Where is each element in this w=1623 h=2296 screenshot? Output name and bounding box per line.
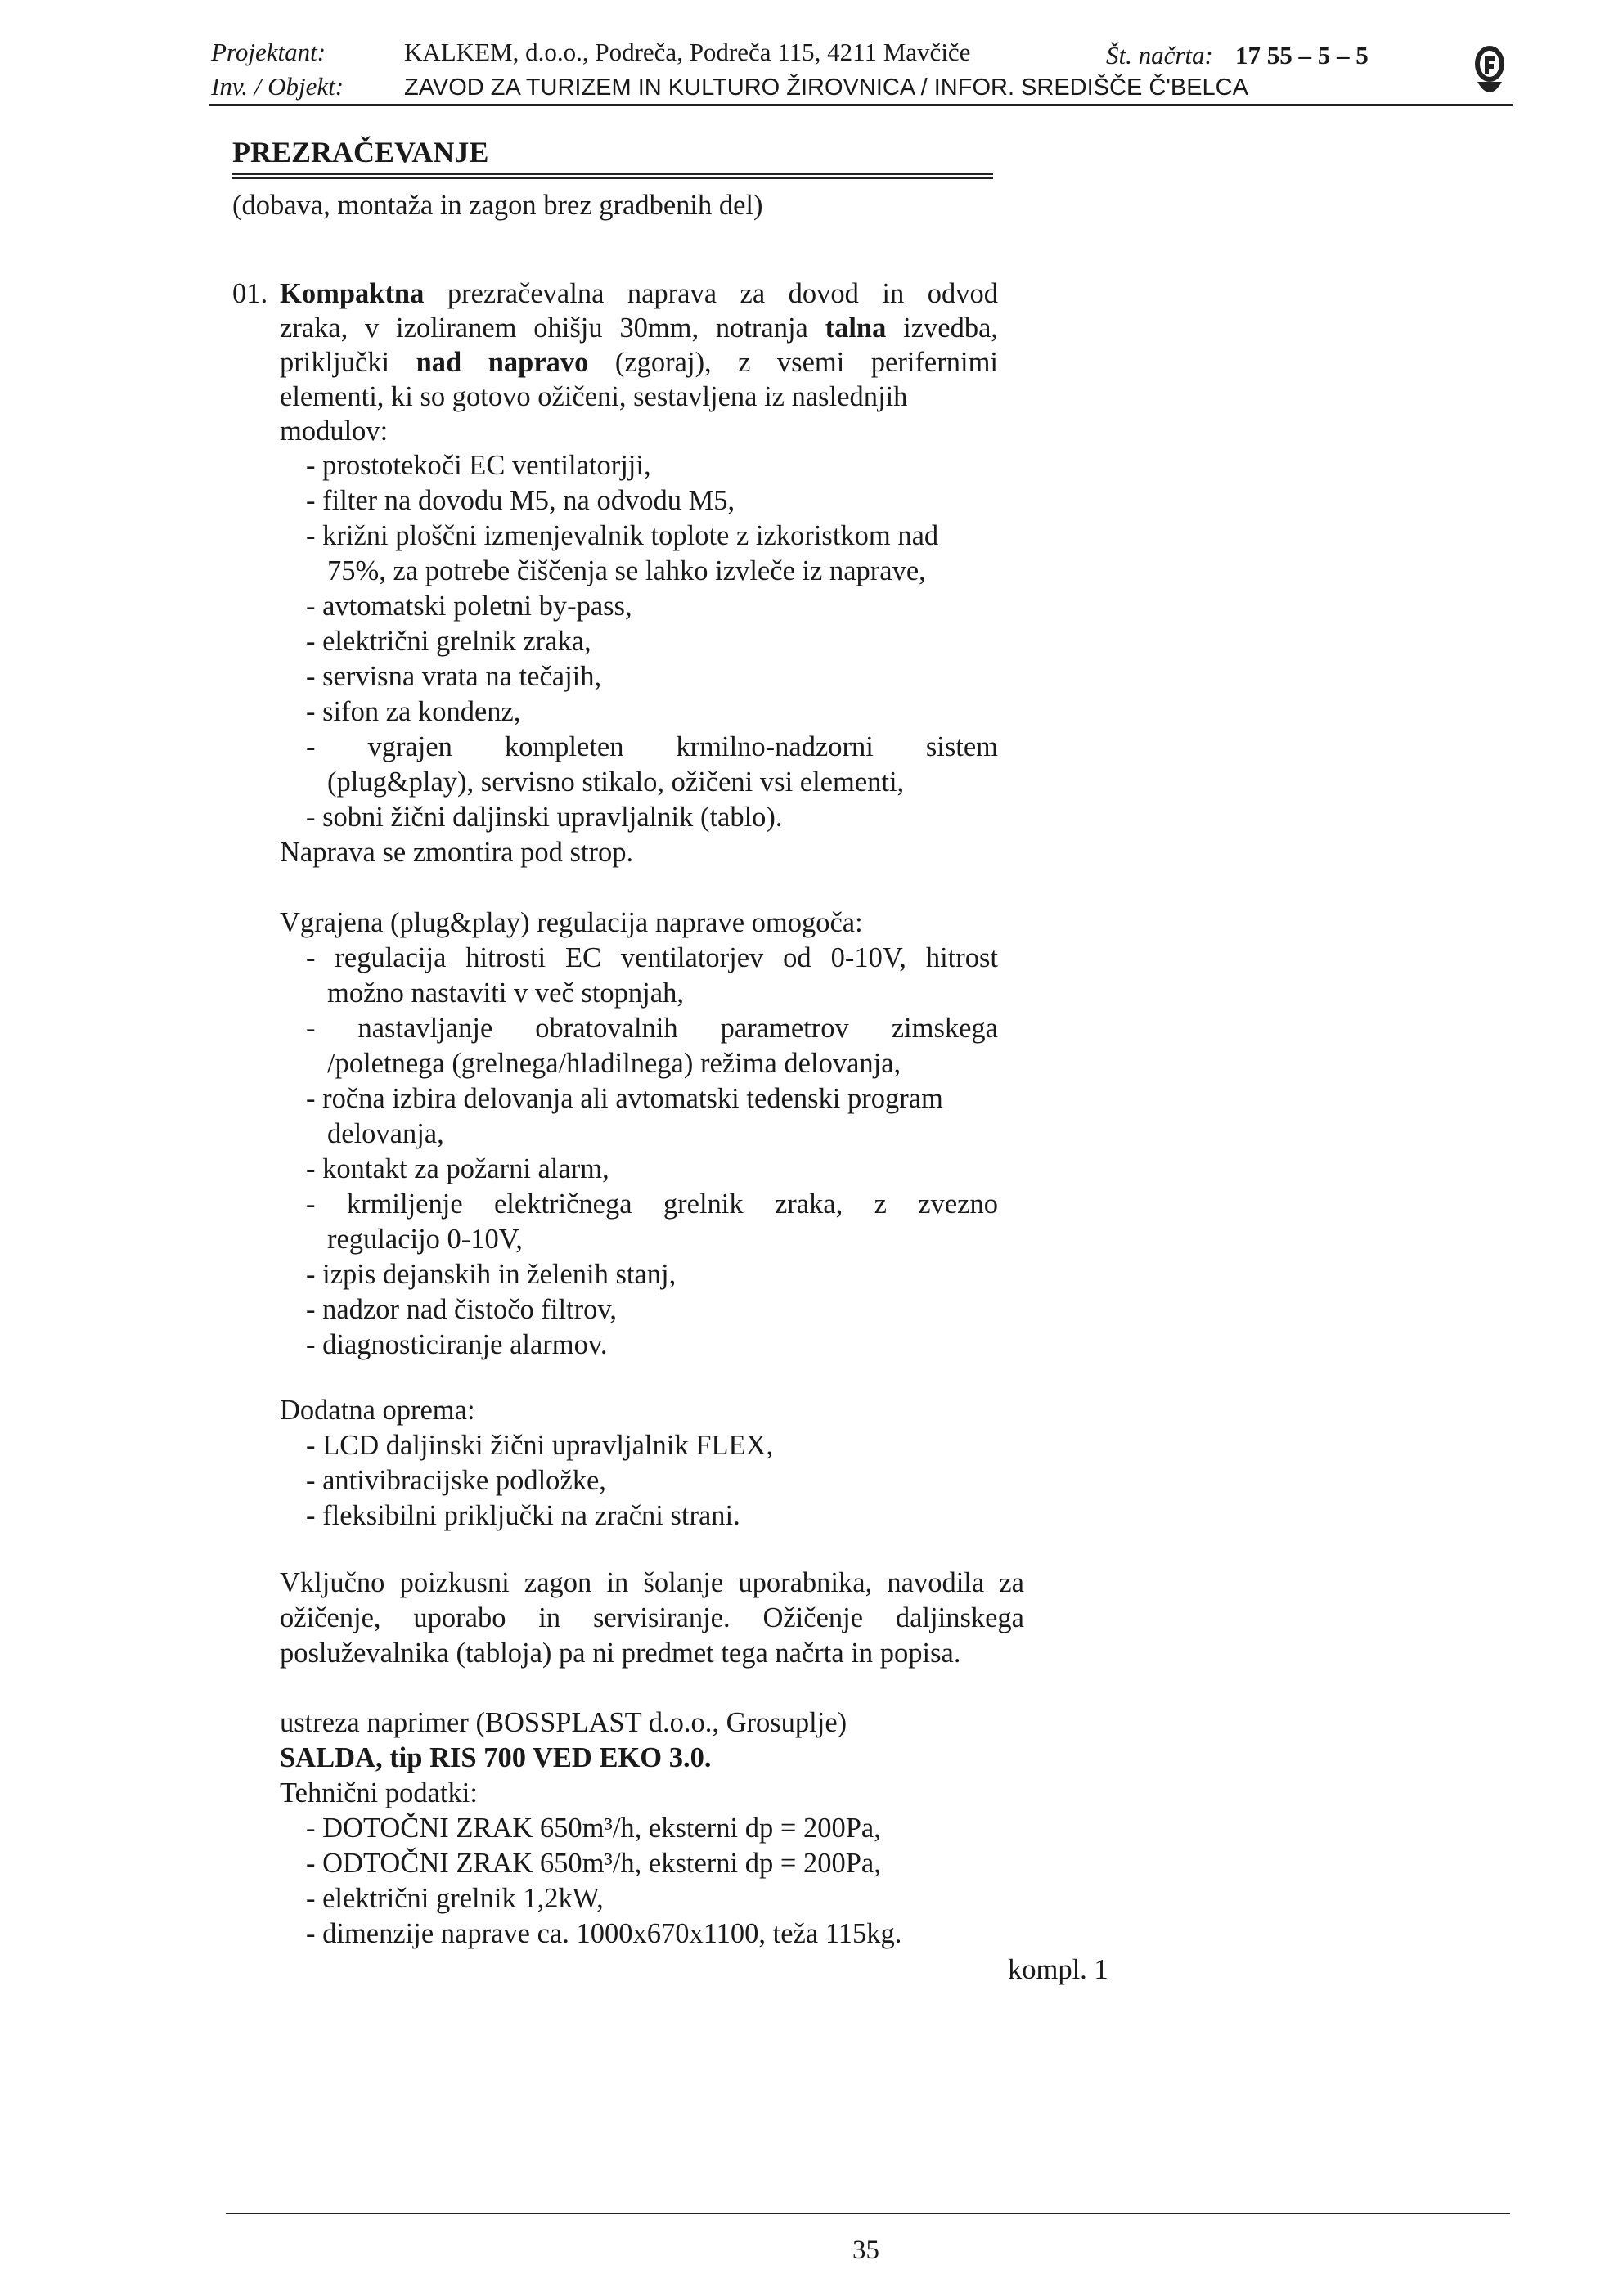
model-name: SALDA, tip RIS 700 VED EKO 3.0. bbox=[280, 1742, 712, 1773]
list-item: - LCD daljinski žični upravljalnik FLEX, bbox=[306, 1430, 774, 1461]
title-underline-2 bbox=[232, 177, 993, 179]
list-item: - nastavljanje obratovalnih parametrov zimskega bbox=[306, 1013, 998, 1044]
quantity: kompl. 1 bbox=[1008, 1954, 1108, 1985]
regulation-intro: Vgrajena (plug&play) regulacija naprave omogoča: bbox=[280, 907, 863, 938]
item-number: 01. bbox=[232, 278, 268, 309]
list-item: - regulacija hitrosti EC ventilatorjev od 0-10V, hitrost bbox=[306, 942, 998, 973]
list-item-continuation: /poletnega (grelnega/hladilnega) režima delovanja, bbox=[327, 1048, 901, 1079]
list-item-continuation: (plug&play), servisno stikalo, ožičeni vsi elementi, bbox=[327, 766, 905, 798]
list-item: - diagnosticiranje alarmov. bbox=[306, 1329, 608, 1360]
section-title: PREZRAČEVANJE bbox=[232, 136, 489, 168]
objekt-label: Inv. / Objekt: bbox=[211, 72, 344, 101]
list-item: - filter na dovodu M5, na odvodu M5, bbox=[306, 485, 735, 516]
list-item: - kontakt za požarni alarm, bbox=[306, 1153, 609, 1184]
list-item: - ODTOČNI ZRAK 650m³/h, eksterni dp = 200Pa, bbox=[306, 1848, 881, 1879]
extra-intro: Dodatna oprema: bbox=[280, 1395, 475, 1426]
company-logo-icon bbox=[1472, 39, 1507, 110]
intro-line-2: zraka, v izoliranem ohišju 30mm, notranja talna izvedba, bbox=[280, 312, 999, 344]
drawing-number-value: 17 55 – 5 – 5 bbox=[1235, 41, 1369, 70]
intro-line-3: priključki nad napravo (zgoraj), z vsemi perifernimi bbox=[280, 347, 998, 378]
list-item-continuation: 75%, za potrebe čiščenja se lahko izvleče iz naprave, bbox=[327, 555, 926, 586]
intro-line-5: modulov: bbox=[280, 416, 389, 447]
list-item: - električni grelnik zraka, bbox=[306, 626, 591, 657]
list-item: - dimenzije naprave ca. 1000x670x1100, teža 115kg. bbox=[306, 1918, 902, 1949]
tech-intro: Tehnični podatki: bbox=[280, 1777, 478, 1808]
example-line: ustreza naprimer (BOSSPLAST d.o.o., Grosuplje) bbox=[280, 1707, 847, 1738]
list-item: - DOTOČNI ZRAK 650m³/h, eksterni dp = 200Pa, bbox=[306, 1813, 881, 1844]
list-item-continuation: delovanja, bbox=[327, 1118, 444, 1149]
list-item: - vgrajen kompleten krmilno-nadzorni sistem bbox=[306, 731, 998, 762]
header-divider bbox=[209, 104, 1513, 106]
list-item: - električni grelnik 1,2kW, bbox=[306, 1883, 604, 1914]
projektant-value: KALKEM, d.o.o., Podreča, Podreča 115, 4211 Mavčiče bbox=[404, 38, 971, 66]
list-item: - fleksibilni priključki na zračni strani. bbox=[306, 1500, 740, 1531]
objekt-value: ZAVOD ZA TURIZEM IN KULTURO ŽIROVNICA / INFOR. SREDIŠČE Č'BELCA bbox=[404, 74, 1248, 101]
projektant-label: Projektant: bbox=[211, 38, 326, 66]
list-item: - sobni žični daljinski upravljalnik (tablo). bbox=[306, 802, 783, 833]
title-underline-1 bbox=[232, 173, 993, 175]
mount-note: Naprava se zmontira pod strop. bbox=[280, 837, 634, 868]
footer-divider bbox=[226, 2213, 1510, 2214]
included-line: ožičenje, uporabo in servisiranje. Ožičenje daljinskega bbox=[280, 1602, 1024, 1633]
list-item: - avtomatski poletni by-pass, bbox=[306, 591, 632, 622]
included-line: Vključno poizkusni zagon in šolanje uporabnika, navodila za bbox=[280, 1567, 1024, 1598]
drawing-number-label: Št. načrta: bbox=[1106, 41, 1213, 70]
list-item: - prostotekoči EC ventilatorjji, bbox=[306, 450, 651, 481]
section-subtitle: (dobava, montaža in zagon brez gradbenih del) bbox=[232, 190, 763, 221]
list-item: - servisna vrata na tečajih, bbox=[306, 661, 602, 692]
list-item-continuation: regulacijo 0-10V, bbox=[327, 1224, 523, 1255]
page-number: 35 bbox=[852, 2235, 879, 2265]
list-item: - ročna izbira delovanja ali avtomatski tedenski program bbox=[306, 1083, 943, 1114]
list-item: - nadzor nad čistočo filtrov, bbox=[306, 1294, 618, 1325]
list-item: - antivibracijske podložke, bbox=[306, 1465, 606, 1496]
intro-line-4: elementi, ki so gotovo ožičeni, sestavljena iz naslednjih bbox=[280, 381, 908, 412]
list-item: - krmiljenje električnega grelnik zraka, z zvezno bbox=[306, 1188, 998, 1220]
list-item-continuation: možno nastaviti v več stopnjah, bbox=[327, 977, 684, 1009]
intro-line-1: Kompaktna prezračevalna naprava za dovod in odvod bbox=[280, 278, 999, 309]
list-item: - sifon za kondenz, bbox=[306, 696, 521, 727]
list-item: - izpis dejanskih in želenih stanj, bbox=[306, 1259, 677, 1290]
list-item: - križni ploščni izmenjevalnik toplote z izkoristkom nad bbox=[306, 520, 939, 551]
included-line: posluževalnika (tabloja) pa ni predmet tega načrta in popisa. bbox=[280, 1638, 961, 1669]
